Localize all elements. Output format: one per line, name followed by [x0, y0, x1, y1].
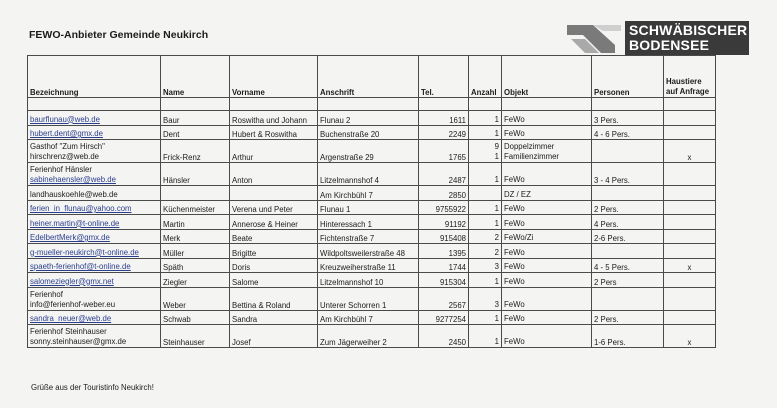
cell-anschrift [318, 163, 419, 186]
cell-anzahl [469, 186, 502, 201]
count-text: 1 [494, 314, 499, 323]
cell-name [161, 125, 230, 140]
cell-haustiere [664, 287, 716, 310]
persons-text: 2-6 Pers. [594, 234, 626, 243]
cell-bezeichnung [28, 125, 161, 140]
cell-vorname [230, 215, 318, 230]
cell-personen [592, 215, 664, 230]
pets-mark: x [687, 153, 692, 162]
first-name-text: Anton [232, 176, 253, 185]
count-text: 1 [494, 114, 499, 124]
logo-line-1: SCHWÄBISCHER [629, 22, 748, 38]
object-text: Familienzimmer [504, 152, 560, 161]
count-text: 1 [494, 129, 499, 138]
name-text: Späth [163, 263, 184, 272]
cell-anschrift [318, 287, 419, 310]
persons-text: 3 - 4 Pers. [594, 176, 630, 185]
address-text: Unterer Schorren 1 [320, 300, 387, 310]
count-text: 2 [494, 233, 499, 242]
cell-name [161, 229, 230, 244]
cell-personen [592, 125, 664, 140]
cell-haustiere [664, 229, 716, 244]
cell-tel [419, 140, 469, 163]
provider-label: Ferienhof Hänsler [30, 165, 92, 174]
cell-objekt [502, 310, 592, 325]
address-text: Flunau 1 [320, 205, 351, 214]
cell-anschrift [318, 140, 419, 163]
cell-anschrift [318, 186, 419, 201]
email-link[interactable]: spaeth-ferienhof@t-online.de [30, 262, 131, 271]
cell-tel [419, 273, 469, 288]
name-text: Weber [163, 300, 186, 310]
document-title: FEWO-Anbieter Gemeinde Neukirch [29, 29, 209, 41]
persons-text: 4 - 5 Pers. [594, 263, 630, 272]
object-text: FeWo [504, 247, 525, 257]
address-text: Am Kirchbühl 7 [320, 190, 373, 200]
phone-text: 2567 [448, 300, 466, 310]
cell-tel [419, 229, 469, 244]
cell-tel [419, 287, 469, 310]
object-text: FeWo [504, 218, 525, 228]
cell-bezeichnung [28, 163, 161, 186]
cell-objekt [502, 111, 592, 126]
table-row [28, 310, 716, 325]
col-header: Objekt [502, 56, 592, 98]
address-text: Litzelmannshof 10 [320, 277, 384, 287]
cell-anschrift [318, 229, 419, 244]
cell-objekt [502, 125, 592, 140]
cell-tel [419, 125, 469, 140]
object-text: FeWo [504, 175, 525, 184]
cell-tel [419, 200, 469, 215]
cell-anzahl [469, 244, 502, 259]
cell-name [161, 163, 230, 186]
email-link[interactable]: hubert.dent@gmx.de [30, 129, 103, 138]
cell-objekt [502, 186, 592, 201]
cell-bezeichnung [28, 200, 161, 215]
object-text: FeWo [504, 276, 525, 286]
cell-name [161, 325, 230, 348]
provider-label: Gasthof "Zum Hirsch" [30, 142, 105, 151]
phone-text: 9755922 [435, 205, 466, 214]
address-text: Wildpoltsweilerstraße 48 [320, 248, 405, 258]
object-text: FeWo/Zi [504, 233, 534, 242]
name-text: Küchenmeister [163, 205, 216, 214]
email-link[interactable]: landhauskoehle@web.de [30, 189, 118, 199]
address-text: Hinteressach 1 [320, 219, 373, 229]
col-header: Name [161, 56, 230, 98]
cell-vorname [230, 200, 318, 215]
count-text: 2 [494, 247, 499, 257]
cell-personen [592, 140, 664, 163]
persons-text: 2 Pers. [594, 315, 619, 324]
table-row [28, 229, 716, 244]
phone-text: 915304 [439, 277, 466, 287]
phone-text: 2249 [448, 130, 466, 139]
col-header: Haustiere auf Anfrage [664, 56, 716, 98]
cell-bezeichnung [28, 287, 161, 310]
cell-haustiere [664, 215, 716, 230]
table-row [28, 186, 716, 201]
cell-haustiere [664, 163, 716, 186]
count-text: 1 [494, 175, 499, 184]
col-header: Anschrift [318, 56, 419, 98]
cell-objekt [502, 200, 592, 215]
first-name-text: Verena und Peter [232, 205, 293, 214]
cell-objekt [502, 325, 592, 348]
cell-objekt [502, 229, 592, 244]
name-text: Martin [163, 219, 185, 229]
spacer-row [28, 98, 716, 111]
table-row [28, 125, 716, 140]
cell-name [161, 140, 230, 163]
name-text: Schwab [163, 315, 191, 324]
object-text: FeWo [504, 314, 525, 323]
first-name-text: Josef [232, 338, 251, 347]
phone-text: 1765 [448, 153, 466, 162]
cell-vorname [230, 125, 318, 140]
first-name-text: Brigitte [232, 248, 257, 258]
cell-name [161, 258, 230, 273]
cell-anzahl [469, 111, 502, 126]
phone-text: 2850 [448, 190, 466, 200]
tourism-logo [563, 19, 749, 57]
table-row [28, 273, 716, 288]
phone-text: 2450 [448, 338, 466, 347]
persons-text: 2 Pers [594, 277, 617, 287]
cell-anzahl [469, 163, 502, 186]
first-name-text: Arthur [232, 153, 254, 162]
cell-vorname [230, 310, 318, 325]
cell-objekt [502, 258, 592, 273]
object-text: FeWo [504, 337, 525, 346]
cell-anzahl [469, 215, 502, 230]
count-text: 1 [494, 218, 499, 228]
cell-personen [592, 200, 664, 215]
email-link[interactable]: ferien_in_flunau@yahoo.com [30, 204, 132, 213]
first-name-text: Salome [232, 277, 259, 287]
col-header: Bezeichnung [28, 56, 161, 98]
persons-text: 1-6 Pers. [594, 338, 626, 347]
email-link[interactable]: hirschrenz@web.de [30, 152, 100, 161]
cell-anschrift [318, 200, 419, 215]
object-text: DZ / EZ [504, 189, 531, 199]
persons-text: 4 - 6 Pers. [594, 130, 630, 139]
phone-text: 2487 [448, 176, 466, 185]
table-row [28, 215, 716, 230]
phone-text: 1395 [448, 248, 466, 258]
provider-label: Ferienhof [30, 289, 63, 299]
cell-objekt [502, 287, 592, 310]
cell-name [161, 111, 230, 126]
cell-objekt [502, 163, 592, 186]
first-name-text: Roswitha und Johann [232, 115, 307, 125]
cell-name [161, 273, 230, 288]
address-text: Fichtenstraße 7 [320, 234, 375, 243]
email-link[interactable]: sabinehaensler@web.de [30, 175, 116, 184]
phone-text: 915408 [439, 234, 466, 243]
table-header-row [28, 56, 716, 98]
table-row [28, 287, 716, 310]
cell-anzahl [469, 200, 502, 215]
cell-tel [419, 244, 469, 259]
count-text: 1 [494, 152, 499, 161]
provider-table [27, 55, 716, 348]
cell-personen [592, 186, 664, 201]
footer-greeting: Grüße aus der Touristinfo Neukirch! [31, 383, 154, 392]
name-text: Hänsler [163, 176, 190, 185]
cell-bezeichnung [28, 140, 161, 163]
cell-anschrift [318, 215, 419, 230]
cell-vorname [230, 258, 318, 273]
email-link[interactable]: EdelbertMerk@gmx.de [30, 233, 110, 242]
cell-bezeichnung [28, 258, 161, 273]
col-header: Vorname [230, 56, 318, 98]
cell-objekt [502, 140, 592, 163]
cell-personen [592, 273, 664, 288]
phone-text: 1611 [449, 115, 466, 125]
cell-anschrift [318, 258, 419, 273]
persons-text: 4 Pers. [594, 219, 619, 229]
logo-swoosh-icon [563, 19, 623, 57]
cell-bezeichnung [28, 244, 161, 259]
object-text: FeWo [504, 204, 525, 213]
cell-anzahl [469, 140, 502, 163]
cell-bezeichnung [28, 273, 161, 288]
cell-name [161, 244, 230, 259]
first-name-text: Annerose & Heiner [232, 219, 298, 229]
cell-haustiere [664, 186, 716, 201]
email-link[interactable]: baurflunau@web.de [30, 114, 100, 124]
cell-anschrift [318, 125, 419, 140]
cell-haustiere [664, 273, 716, 288]
cell-tel [419, 186, 469, 201]
cell-vorname [230, 325, 318, 348]
first-name-text: Bettina & Roland [232, 300, 291, 310]
cell-anschrift [318, 310, 419, 325]
table-row [28, 258, 716, 273]
cell-anzahl [469, 325, 502, 348]
email-link[interactable]: info@ferienhof-weber.eu [30, 299, 116, 309]
cell-tel [419, 163, 469, 186]
cell-bezeichnung [28, 215, 161, 230]
email-link[interactable]: sandra_neuer@web.de [30, 314, 112, 323]
table-row [28, 325, 716, 348]
count-text: 3 [494, 299, 499, 309]
cell-personen [592, 325, 664, 348]
cell-vorname [230, 287, 318, 310]
cell-haustiere [664, 111, 716, 126]
cell-name [161, 186, 230, 201]
object-text: FeWo [504, 262, 525, 271]
name-text: Merk [163, 234, 181, 243]
name-text: Dent [163, 130, 180, 139]
cell-anschrift [318, 111, 419, 126]
table-row [28, 163, 716, 186]
cell-haustiere [664, 258, 716, 273]
cell-objekt [502, 273, 592, 288]
cell-anzahl [469, 287, 502, 310]
object-text: FeWo [504, 129, 525, 138]
address-text: Argenstraße 29 [320, 153, 374, 162]
email-link[interactable]: g-mueller-neukirch@t-online.de [30, 247, 139, 257]
cell-vorname [230, 229, 318, 244]
col-header: Personen [592, 56, 664, 98]
count-text: 1 [494, 204, 499, 213]
cell-personen [592, 111, 664, 126]
first-name-text: Doris [232, 263, 251, 272]
cell-haustiere [664, 140, 716, 163]
address-text: Kreuzweiherstraße 11 [320, 263, 396, 272]
name-text: Müller [163, 248, 185, 258]
cell-anzahl [469, 229, 502, 244]
cell-name [161, 287, 230, 310]
cell-haustiere [664, 310, 716, 325]
cell-name [161, 200, 230, 215]
count-text: 1 [494, 337, 499, 346]
cell-bezeichnung [28, 325, 161, 348]
cell-personen [592, 163, 664, 186]
cell-bezeichnung [28, 186, 161, 201]
address-text: Buchenstraße 20 [320, 130, 380, 139]
cell-personen [592, 258, 664, 273]
address-text: Flunau 2 [320, 115, 351, 125]
count-text: 3 [494, 262, 499, 271]
cell-anzahl [469, 125, 502, 140]
count-text: 9 [494, 142, 499, 151]
col-header: Anzahl [469, 56, 502, 98]
cell-vorname [230, 140, 318, 163]
table-row [28, 111, 716, 126]
table-row [28, 140, 716, 163]
cell-tel [419, 258, 469, 273]
cell-vorname [230, 244, 318, 259]
cell-name [161, 215, 230, 230]
cell-vorname [230, 273, 318, 288]
cell-vorname [230, 111, 318, 126]
cell-personen [592, 287, 664, 310]
cell-vorname [230, 163, 318, 186]
cell-haustiere [664, 244, 716, 259]
logo-wordmark [625, 21, 749, 55]
email-link[interactable]: heiner.martin@t-online.de [30, 218, 120, 228]
cell-bezeichnung [28, 310, 161, 325]
cell-haustiere [664, 325, 716, 348]
first-name-text: Sandra [232, 315, 258, 324]
cell-tel [419, 310, 469, 325]
cell-name [161, 310, 230, 325]
name-text: Frick-Renz [163, 153, 201, 162]
cell-bezeichnung [28, 111, 161, 126]
cell-anschrift [318, 244, 419, 259]
cell-haustiere [664, 125, 716, 140]
cell-personen [592, 229, 664, 244]
cell-tel [419, 325, 469, 348]
object-text: Doppelzimmer [504, 142, 555, 151]
cell-personen [592, 310, 664, 325]
cell-tel [419, 111, 469, 126]
cell-anschrift [318, 325, 419, 348]
cell-vorname [230, 186, 318, 201]
name-text: Steinhauser [163, 338, 205, 347]
cell-objekt [502, 215, 592, 230]
phone-text: 1744 [448, 263, 466, 272]
email-link[interactable]: sonny.steinhauser@gmx.de [30, 337, 127, 346]
cell-objekt [502, 244, 592, 259]
object-text: FeWo [504, 114, 525, 124]
first-name-text: Hubert & Roswitha [232, 130, 298, 139]
address-text: Litzelmannshof 4 [320, 176, 379, 185]
table-row [28, 244, 716, 259]
first-name-text: Beate [232, 234, 253, 243]
provider-label: Ferienhof Steinhauser [30, 327, 107, 336]
count-text: 1 [494, 276, 499, 286]
pets-mark: x [687, 263, 692, 272]
name-text: Ziegler [163, 277, 187, 287]
cell-anzahl [469, 310, 502, 325]
cell-haustiere [664, 200, 716, 215]
phone-text: 91192 [444, 219, 466, 229]
logo-line-2: BODENSEE [629, 37, 710, 53]
cell-anzahl [469, 273, 502, 288]
cell-bezeichnung [28, 229, 161, 244]
cell-personen [592, 244, 664, 259]
col-header: Tel. [419, 56, 469, 98]
table-row [28, 200, 716, 215]
phone-text: 9277254 [435, 315, 466, 324]
cell-anzahl [469, 258, 502, 273]
address-text: Zum Jägerweiher 2 [320, 338, 387, 347]
object-text: FeWo [504, 299, 525, 309]
email-link[interactable]: salomeziegler@gmx.net [30, 276, 114, 286]
persons-text: 3 Pers. [594, 115, 619, 125]
address-text: Am Kirchbühl 7 [320, 315, 373, 324]
cell-anschrift [318, 273, 419, 288]
cell-tel [419, 215, 469, 230]
name-text: Baur [163, 115, 180, 125]
pets-mark: x [687, 338, 692, 347]
persons-text: 2 Pers. [594, 205, 619, 214]
